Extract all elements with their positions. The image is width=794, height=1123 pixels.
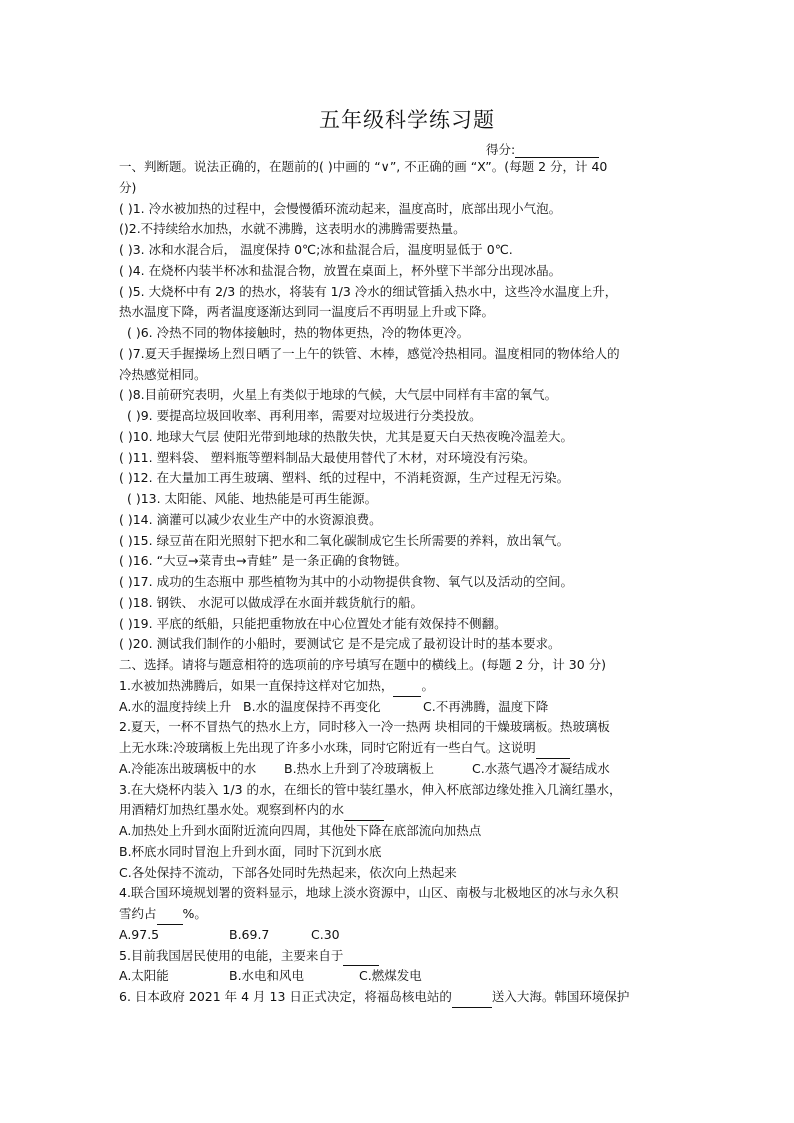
choice-q4-unit: %。 — [182, 906, 207, 921]
judge-item-17: ( )17. 成功的生态瓶中 那些植物为其中的小动物提供食物、氧气以及活动的空间。 — [119, 574, 574, 589]
option-q2-c: C.水蒸气遇冷才凝结成水 — [472, 760, 610, 776]
answer-blank-q5[interactable] — [343, 950, 379, 966]
choice-q3-stem-cont — [119, 800, 679, 821]
option-q1-a: A.水的温度持续上升 — [119, 698, 232, 714]
choice-q2-stem-cont — [119, 738, 679, 759]
choice-q3-stem: 3.在大烧杯内装入 1/3 的水，在细长的管中装红墨水，伸入杯底部边缘处推入几滴红墨水， — [119, 781, 622, 797]
score-field — [486, 140, 599, 158]
judge-item-14: ( )14. 滴灌可以减少农业生产中的水资源浪费。 — [119, 511, 382, 527]
option-q2-a: A.冷能冻出玻璃板中的水 — [119, 760, 257, 776]
answer-blank-q3[interactable] — [344, 805, 384, 821]
option-q3-a: A.加热处上升到水面附近流向四周，其他处下降在底部流向加热点 — [119, 823, 482, 838]
answer-blank-q6[interactable] — [452, 992, 492, 1008]
judge-item-10: ( )10. 地球大气层 使阳光带到地球的热散失快，尤其是夏天白天热夜晚冷温差大。 — [119, 428, 574, 444]
judge-item-8: ( )8.目前研究表明，火星上有类似于地球的气候，大气层中同样有丰富的氧气。 — [119, 387, 558, 403]
judge-item-12: ( )12. 在大量加工再生玻璃、塑料、纸的过程中，不消耗资源，生产过程无污染。 — [119, 470, 570, 486]
judge-item-7: ( )7.夏天手握操场上烈日晒了一上午的铁管、木棒，感觉冷热相同。温度相同的物体给人的 — [119, 345, 620, 361]
judge-item-3: ( )3. 冰和水混合后， 温度保持 0℃;冰和盐混合后，温度明显低于 0℃. — [119, 242, 513, 257]
option-q5-c: C.燃煤发电 — [359, 968, 422, 984]
option-q3-b: B.杯底水同时冒泡上升到水面，同时下沉到水底 — [119, 843, 382, 859]
judge-item-6: ( )6. 冷热不同的物体接触时，热的物体更热，冷的物体更冷。 — [127, 325, 470, 340]
judge-item-19: ( )19. 平底的纸船，只能把重物放在中心位置处才能有效保持不侧翻。 — [119, 615, 507, 631]
answer-blank-q1[interactable] — [393, 681, 421, 697]
option-q3-c: C.各处保持不流动，下部各处同时先热起来，依次向上热起来 — [119, 864, 457, 880]
choice-q5-stem — [119, 946, 679, 967]
answer-blank-q4[interactable] — [157, 909, 183, 925]
judge-item-16: ( )16. “大豆→菜青虫→青蛙” 是一条正确的食物链。 — [119, 553, 407, 569]
judge-item-20: ( )20. 测试我们制作的小船时，要测试它 是不是完成了最初设计时的基本要求。 — [119, 636, 561, 652]
judge-item-9: ( )9. 要提高垃圾回收率、再利用率，需要对垃圾进行分类投放。 — [127, 408, 482, 423]
score-label: 得分: — [486, 142, 516, 157]
judge-item-5-cont: 热水温度下降，两者温度逐渐达到同一温度后不再明显上升或下降。 — [119, 304, 495, 320]
choice-q1-stem — [119, 676, 679, 697]
choice-q4-text: 雪约占 — [119, 906, 157, 921]
choice-q4-options — [119, 925, 679, 946]
section2-heading: 二、选择。请将与题意相符的选项前的序号填写在题中的横线上。(每题 2 分，计 30 分) — [119, 657, 607, 672]
choice-q6-text-cont: 送入大海。韩国环境保护 — [491, 989, 630, 1004]
judge-item-18: ( )18. 钢铁、 水泥可以做成浮在水面并载货航行的船。 — [119, 594, 424, 610]
section1-heading: 一、判断题。说法正确的，在题前的( )中画的 “∨”, 不正确的画 “X”。(每题 2 分，计 40 — [119, 159, 608, 174]
choice-q6-stem — [119, 987, 679, 1008]
answer-blank-q2[interactable] — [536, 743, 570, 759]
choice-q2-text: 上无水珠:冷玻璃板上先出现了许多小水珠，同时它附近有一些白气。这说明 — [119, 740, 536, 755]
judge-item-13: ( )13. 太阳能、风能、地热能是可再生能源。 — [127, 491, 378, 506]
judge-item-1: ( )1. 冷水被加热的过程中，会慢慢循环流动起来，温度高时，底部出现小气泡。 — [119, 200, 562, 216]
judge-item-5: ( )5. 大烧杯中有 2/3 的热水，将装有 1/3 冷水的细试管插入热水中，这些冷水温度上升， — [119, 283, 618, 299]
score-blank[interactable] — [515, 143, 599, 158]
judge-item-2: ()2.不持续给水加热，水就不沸腾，这表明水的沸腾需要热量。 — [119, 221, 466, 237]
choice-q1-end: 。 — [421, 677, 434, 693]
judge-item-7-cont: 冷热感觉相同。 — [119, 366, 207, 382]
choice-q5-text: 5.目前我国居民使用的电能，主要来自于 — [119, 947, 344, 963]
exam-content — [119, 157, 679, 1008]
option-q4-b: B.69.7 — [229, 926, 270, 942]
option-q5-a: A.太阳能 — [119, 968, 169, 984]
judge-item-11: ( )11. 塑料袋、 塑料瓶等塑料制品大最使用替代了木材，对环境没有污染。 — [119, 449, 536, 465]
choice-q5-options — [119, 966, 679, 987]
choice-q4-stem-cont — [119, 904, 679, 925]
section1-heading-cont: 分) — [119, 179, 137, 195]
choice-q4-stem: 4.联合国环境规划署的资料显示，地球上淡水资源中，山区、南极与北极地区的冰与永久积 — [119, 885, 619, 901]
choice-q2-options — [119, 759, 679, 780]
judge-item-4: ( )4. 在烧杯内装半杯冰和盐混合物，放置在桌面上，杯外壁下半部分出现冰晶。 — [119, 262, 562, 278]
choice-q6-text: 6. 日本政府 2021 年 4 月 13 日正式决定，将福岛核电站的 — [119, 989, 452, 1004]
option-q1-b: B.水的温度保持不再变化 — [243, 698, 381, 714]
judge-item-15: ( )15. 绿豆苗在阳光照射下把水和二氧化碳制成它生长所需要的养料，放出氧气。 — [119, 532, 570, 548]
choice-q2-stem: 2.夏天，一杯不冒热气的热水上方，同时移入一冷一热两 块相同的干燥玻璃板。热玻璃板 — [119, 719, 610, 735]
choice-q1-options — [119, 697, 679, 718]
page-title: 五年级科学练习题 — [319, 108, 495, 132]
option-q5-b: B.水电和风电 — [229, 968, 305, 984]
option-q1-c: C.不再沸腾，温度下降 — [423, 698, 549, 714]
choice-q3-text: 用酒精灯加热红墨水处。观察到杯内的水 — [119, 802, 345, 818]
option-q4-a: A.97.5 — [119, 926, 160, 942]
option-q2-b: B.热水上升到了冷玻璃板上 — [284, 760, 435, 776]
option-q4-c: C.30 — [311, 926, 340, 942]
choice-q1-text: 1.水被加热沸腾后，如果一直保持这样对它加热， — [119, 677, 394, 693]
